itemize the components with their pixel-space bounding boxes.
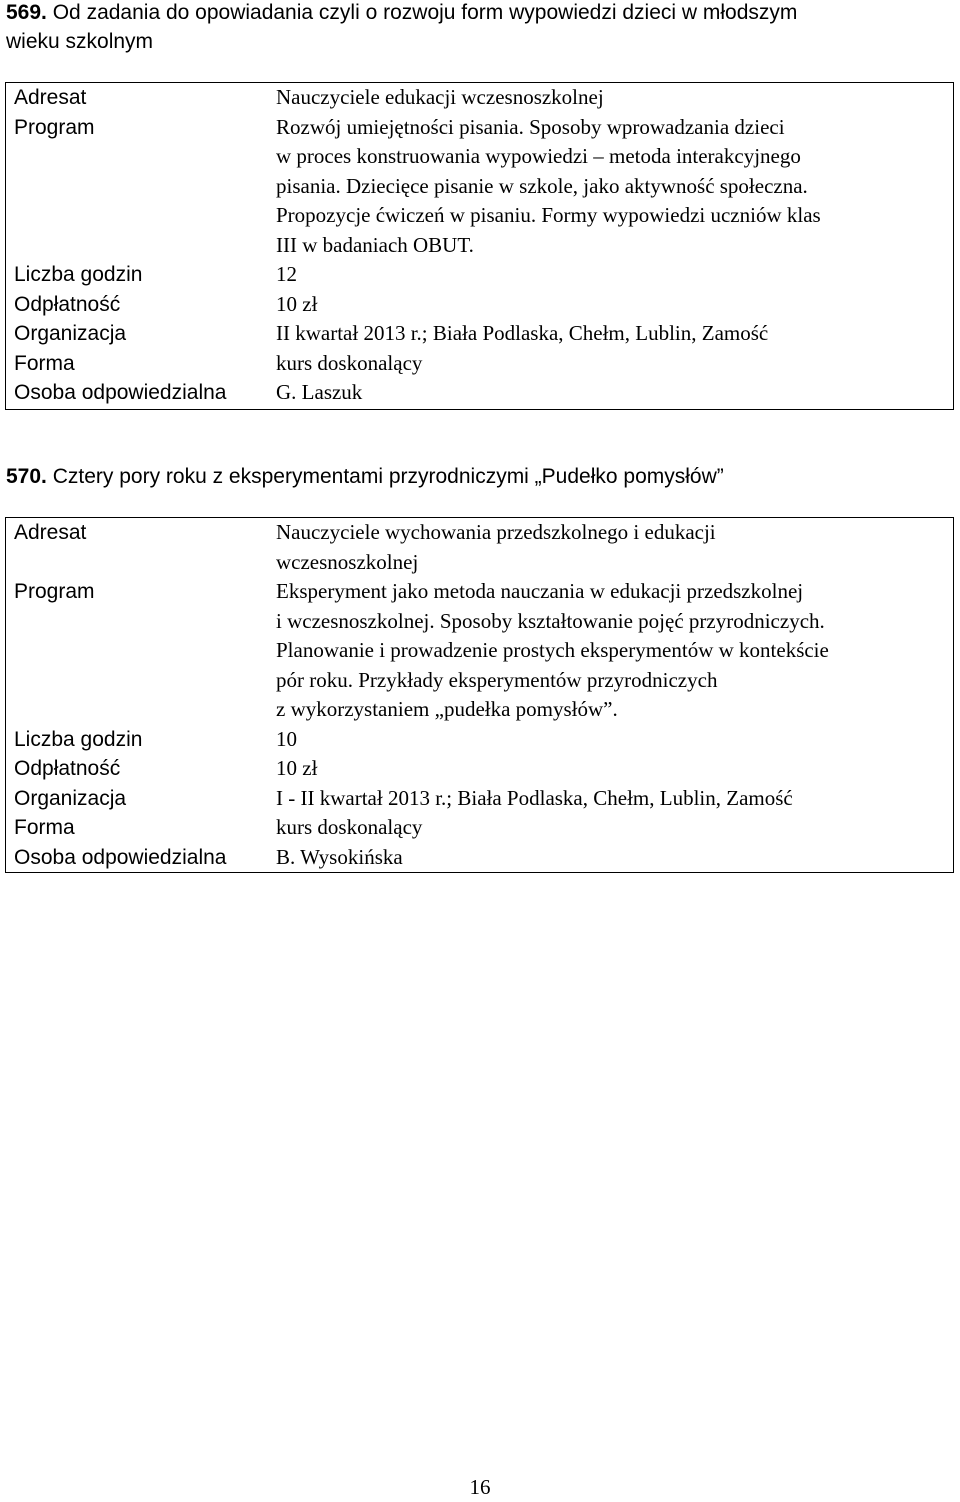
value-line: pisania. Dziecięce pisanie w szkole, jako aktywność społeczna.: [276, 173, 808, 198]
label-liczba-godzin: Liczba godzin: [14, 263, 143, 286]
value-organizacja: [276, 784, 953, 814]
section-title-line-1: Cztery pory roku z eksperymentami przyrodniczymi „Pudełko pomysłów”: [52, 465, 724, 488]
value-line: kurs doskonalący: [276, 350, 423, 375]
value-odplatnosc: [276, 754, 953, 784]
value-line: B. Wysokińska: [276, 844, 403, 869]
label-odplatnosc: Odpłatność: [14, 757, 121, 780]
value-line: Propozycje ćwiczeń w pisaniu. Formy wypowiedzi uczniów klas: [276, 203, 821, 227]
row-liczba-godzin: [6, 725, 953, 755]
row-forma: [6, 349, 953, 379]
row-program: [6, 113, 953, 261]
section-570-heading: [6, 462, 954, 491]
value-program: [276, 113, 953, 261]
value-line: Rozwój umiejętności pisania. Sposoby wprowadzania dzieci: [276, 114, 785, 139]
value-line: z wykorzystaniem „pudełka pomysłów”.: [276, 697, 618, 721]
label-forma: Forma: [14, 351, 75, 375]
label-organizacja: Organizacja: [14, 786, 127, 810]
value-line: i wczesnoszkolnej. Sposoby kształtowanie pojęć przyrodniczych.: [276, 608, 825, 633]
value-line: pór roku. Przykłady eksperymentów przyrodniczych: [276, 667, 718, 692]
row-odplatnosc: [6, 290, 953, 320]
value-forma: [276, 813, 953, 843]
section-number: 570.: [6, 465, 47, 488]
label-osoba-odpowiedzialna: Osoba odpowiedzialna: [14, 381, 227, 404]
row-osoba-odpowiedzialna: [6, 843, 953, 873]
row-osoba-odpowiedzialna: [6, 378, 953, 408]
section-title-line-2: wieku szkolnym: [6, 30, 154, 53]
row-adresat: [6, 518, 953, 577]
value-line: w proces konstruowania wypowiedzi – metoda interakcyjnego: [276, 144, 801, 168]
value-adresat: [276, 83, 953, 113]
value-osoba-odpowiedzialna: [276, 843, 953, 873]
value-line: III w badaniach OBUT.: [276, 232, 474, 257]
row-adresat: [6, 83, 953, 113]
label-adresat: Adresat: [14, 521, 87, 544]
row-odplatnosc: [6, 754, 953, 784]
value-line: Eksperyment jako metoda nauczania w edukacji przedszkolnej: [276, 579, 804, 603]
value-line: 10 zł: [276, 756, 318, 780]
value-line: Planowanie i prowadzenie prostych eksperymentów w kontekście: [276, 638, 829, 662]
value-line: 10 zł: [276, 291, 318, 316]
value-line: Nauczyciele edukacji wczesnoszkolnej: [276, 85, 604, 109]
row-liczba-godzin: [6, 260, 953, 290]
value-osoba-odpowiedzialna: [276, 378, 953, 408]
value-organizacja: [276, 319, 953, 349]
value-line: I - II kwartał 2013 r.; Biała Podlaska, Chełm, Lublin, Zamość: [276, 785, 793, 810]
label-forma: Forma: [14, 816, 75, 839]
label-organizacja: Organizacja: [14, 322, 127, 345]
value-line: wczesnoszkolnej: [276, 549, 419, 574]
value-line: G. Laszuk: [276, 380, 363, 404]
course-details-box-569: [5, 82, 954, 410]
row-program: [6, 577, 953, 725]
value-line: II kwartał 2013 r.; Biała Podlaska, Chełm, Lublin, Zamość: [276, 321, 769, 345]
section-title-line-1: Od zadania do opowiadania czyli o rozwoju form wypowiedzi dzieci w młodszym: [52, 1, 798, 24]
label-liczba-godzin: Liczba godzin: [14, 727, 143, 751]
value-line: 12: [276, 262, 297, 286]
course-details-box-570: [5, 517, 954, 873]
row-forma: [6, 813, 953, 843]
label-osoba-odpowiedzialna: Osoba odpowiedzialna: [14, 845, 227, 869]
section-number: 569.: [6, 1, 47, 24]
section-569-heading: [6, 0, 954, 56]
page-number: 16: [469, 1475, 491, 1499]
value-program: [276, 577, 953, 725]
value-liczba-godzin: [276, 260, 953, 290]
value-odplatnosc: [276, 290, 953, 320]
label-odplatnosc: Odpłatność: [14, 292, 121, 316]
row-organizacja: [6, 319, 953, 349]
value-line: kurs doskonalący: [276, 815, 423, 839]
value-line: Nauczyciele wychowania przedszkolnego i edukacji: [276, 520, 716, 544]
label-program: Program: [14, 115, 95, 139]
value-line: 10: [276, 726, 297, 751]
row-organizacja: [6, 784, 953, 814]
label-adresat: Adresat: [14, 86, 87, 109]
value-adresat: [276, 518, 953, 577]
label-program: Program: [14, 580, 95, 603]
value-liczba-godzin: [276, 725, 953, 755]
value-forma: [276, 349, 953, 379]
